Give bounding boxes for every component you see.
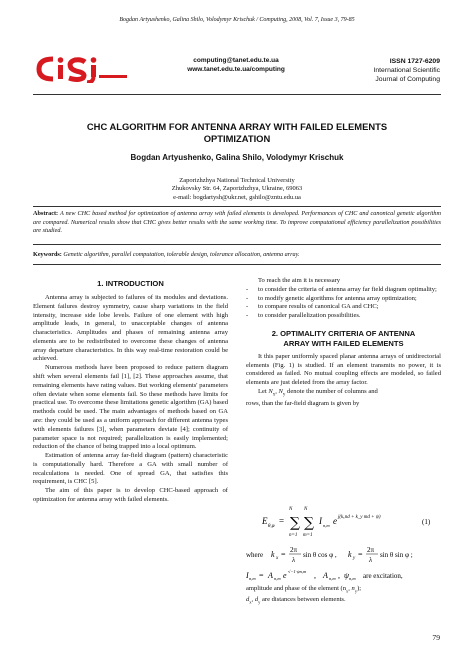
- svg-text:y: y: [353, 556, 356, 561]
- contact-website: www.tanet.edu.te.ua/computing: [187, 65, 285, 73]
- aims-list-item: - to modify genetic algorithms for antenna array optimization;: [246, 294, 417, 302]
- abstract-rule-bottom: [33, 244, 441, 245]
- svg-text:k: k: [271, 550, 275, 559]
- keywords: [33, 251, 441, 260]
- aims-list-item: - to compare results of canonical GA and CHC;: [246, 303, 379, 311]
- aims-list-item: - to consider the criteria of antenna array far field diagram optimality;: [246, 285, 437, 293]
- left-column: [33, 279, 228, 505]
- journal-logo: [33, 55, 131, 83]
- svg-text:=: =: [259, 571, 264, 580]
- svg-text:n,m: n,m: [249, 576, 256, 581]
- svg-text:,: ,: [314, 571, 316, 580]
- affiliation-line-1: Zaporizhzhya National Technical University: [179, 177, 295, 184]
- journal-line-2: Journal of Computing: [375, 76, 440, 83]
- affiliation-line-2: Zhukovsky Str. 64, Zaporizhzhya, Ukraine, 69063: [171, 185, 303, 193]
- svg-text:n,m: n,m: [274, 576, 281, 581]
- svg-text:=: =: [279, 516, 285, 526]
- issn: ISSN 1727-6209: [389, 58, 440, 65]
- svg-text:I: I: [246, 571, 249, 580]
- logo-mark: [39, 57, 127, 82]
- svg-text:E: E: [262, 516, 268, 526]
- svg-text:n,m: n,m: [323, 523, 330, 528]
- right-column: [246, 277, 441, 409]
- svg-text:λ: λ: [292, 556, 296, 564]
- abstract: [33, 210, 441, 236]
- equation-k: [246, 543, 442, 567]
- svg-text:n=1: n=1: [289, 533, 298, 538]
- title-line-1: CHC ALGORITHM FOR ANTENNA ARRAY WITH FAILED ELEMENTS: [86, 121, 388, 132]
- svg-text:2π: 2π: [367, 546, 375, 554]
- affiliation: [100, 177, 374, 202]
- svg-text:=: =: [358, 550, 363, 559]
- svg-text:=: =: [281, 550, 286, 559]
- equation-excitation: [246, 566, 442, 584]
- section-2-paragraph-1: It this paper uniformly spaced planar antenna arrays of unidirectorial elements (Fig. 1) is studied. If an element transmits no power, it is considered as failed. No mutual coupling effects are modeled, so failed elements are just deleted from the array factor.: [246, 352, 441, 387]
- intro-paragraph-4: The aim of this paper is to develop CHC-based approach of optimization for antenna array with failed elements.: [33, 487, 228, 503]
- svg-text:I: I: [319, 516, 322, 526]
- keywords-label: Keywords:: [33, 251, 62, 258]
- section-2-paragraph-2-cont: rows, than the far-field diagram is given by: [246, 400, 360, 408]
- affiliation-email: e-mail: bogdartysh@ukr.net, gshilo@zntu.edu.ua: [173, 193, 301, 201]
- section-2-heading: 2. OPTIMALITY CRITERIA OF ANTENNA ARRAY WITH FAILED ELEMENTS: [271, 328, 416, 348]
- keywords-rule: [33, 264, 441, 265]
- journal-line-1: International Scientific: [373, 67, 440, 74]
- svg-text:,: ,: [338, 571, 340, 580]
- journal-info: [330, 57, 440, 84]
- svg-text:2π: 2π: [290, 546, 298, 554]
- aims-intro: To reach the aim it is necessary: [258, 277, 341, 284]
- intro-paragraph-3: Estimation of antenna array far-field diagram (pattern) characteristic is computationally hard. Therefore a GA with small number of recalculations is needed. One of spread GA, that satisfies this requirement, is CHC [5].: [33, 452, 228, 486]
- journal-contact: [161, 57, 311, 74]
- intro-paragraph-1: Antenna array is subjected to failures of its modules and deviations. Element failures destroy symmetry, cause sharp variations in the field intensity, increase side lobe levels. Failure of one element with high amplitude leads, in general, to unacceptable changes of antenna characteristics. Amplitudes and phases of remaining antenna array elements are to be redistributed to overcome these changes of antenna array departure characteristics. In this way real-time restoration could be achieved.: [33, 294, 228, 363]
- section-1-heading: 1. INTRODUCTION: [97, 279, 164, 288]
- svg-text:n,m: n,m: [329, 576, 336, 581]
- page-number: 79: [432, 633, 440, 642]
- contact-email: computing@tanet.edu.te.ua: [193, 57, 279, 64]
- authors: Bogdan Artyushenko, Galina Shilo, Volodymyr Krischuk: [130, 153, 344, 162]
- equation-1-number: (1): [422, 518, 431, 526]
- svg-text:e: e: [283, 571, 287, 580]
- equation-explanation: amplitude and phase of the element ($n_x$, $n_y$); $d_x$, $d_y$ are distances between elements.: [246, 585, 362, 605]
- header-rule: [33, 94, 441, 95]
- svg-text:are excitation,: are excitation,: [363, 572, 403, 580]
- svg-text:k: k: [348, 550, 352, 559]
- section-2-paragraph-2: Let $N_x$, $N_y$ denote the number of columns and: [258, 388, 378, 398]
- abstract-label: Abstract:: [33, 210, 59, 217]
- svg-text:e: e: [333, 516, 337, 526]
- title-line-2: OPTIMIZATION: [203, 133, 271, 144]
- aims-list-item: - to consider parallelization possibilities.: [246, 312, 361, 320]
- running-head: Bogdan Artyushenko, Galina Shilo, Volodymyr Krischuk / Computing, 2008, Vol. 7, Issue 3, 79-85: [119, 17, 355, 23]
- svg-text:n,m: n,m: [349, 576, 356, 581]
- svg-text:m=1: m=1: [303, 533, 313, 538]
- svg-text:j(kₓnd + k_y md + ψ): j(kₓnd + k_y md + ψ): [338, 515, 381, 520]
- keywords-text: Genetic algorithm, parallel computation, tolerable design, tolerance allocation, antenna array.: [63, 251, 300, 258]
- svg-text:∑: ∑: [304, 515, 314, 531]
- paper-title: [40, 121, 434, 145]
- svg-text:∑: ∑: [290, 515, 300, 531]
- svg-text:ψ: ψ: [344, 571, 349, 580]
- svg-text:√−1·ψn,m: √−1·ψn,m: [288, 569, 307, 574]
- svg-text:N: N: [304, 507, 308, 512]
- svg-text:A: A: [323, 571, 328, 580]
- abstract-rule-top: [33, 206, 441, 207]
- svg-text:where: where: [246, 551, 264, 559]
- svg-text:λ: λ: [369, 556, 373, 564]
- svg-text:x: x: [276, 556, 279, 561]
- intro-paragraph-2: Numerous methods have been proposed to reduce pattern diagram shift when several elements fail [1], [2]. These approaches assume, that remaining elements have rating values. But working elements' parameters often deviate when some elements fail. So these methods have limits for practical use. To overcome these limitations genetic algorithm (GA) based methods could be used. The main advantages of methods based on GA are: they could be used as a uniform approach for different antenna types with elements failures [3], when parameters deviate [4]; continuity of parameter space is not required; parallelization is easily implemented; reduction of the chance of being trapped into a local optimum.: [33, 364, 228, 451]
- svg-text:sin θ cos φ ,: sin θ cos φ ,: [303, 551, 337, 559]
- equation-1: [262, 500, 442, 542]
- abstract-text: A new CHC based method for optimization of antenna array with failed elements is developed. Performances of CHC and canonical genetic algorithm are compared. Numerical results show that CHC gives better results with the same working time. To improve computational efficiency parallelization possibilities are studied.: [33, 210, 441, 235]
- svg-text:sin θ sin φ ;: sin θ sin φ ;: [380, 551, 413, 559]
- svg-text:A: A: [268, 571, 273, 580]
- svg-text:θ,φ: θ,φ: [268, 524, 275, 529]
- svg-text:N: N: [289, 507, 293, 512]
